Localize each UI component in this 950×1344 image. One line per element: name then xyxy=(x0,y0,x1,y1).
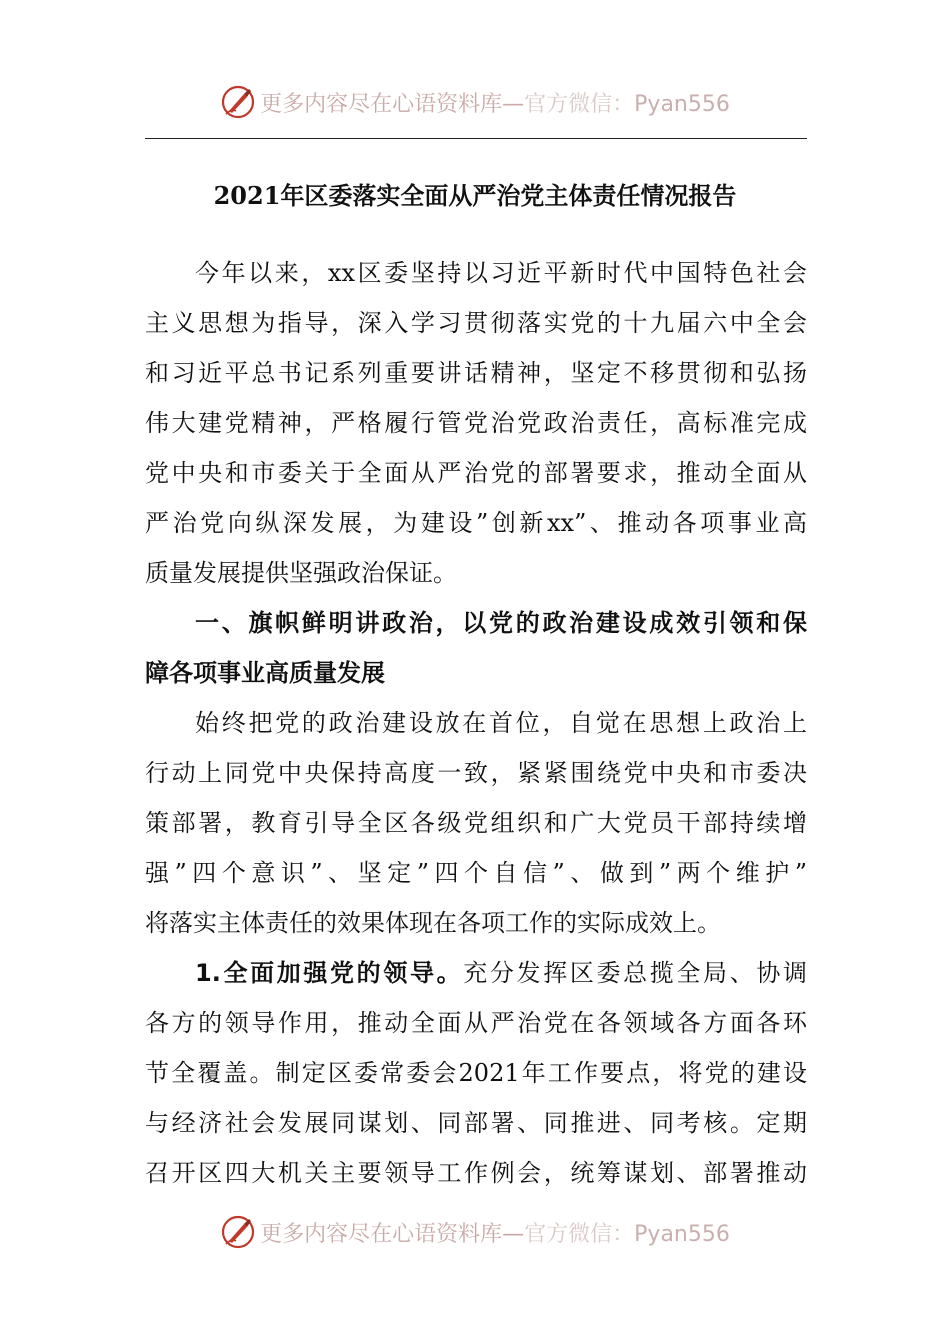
banner-main-text: 更多内容尽在心语资料库 xyxy=(260,1221,503,1247)
paragraph-3-line: 与经济社会发展同谋划、同部署、同推进、同考核。定期 xyxy=(145,1109,807,1137)
banner-dash: — xyxy=(502,91,525,117)
paragraph-2-line: 策部署，教育引导全区各级党组织和广大党员干部持续增 xyxy=(145,809,807,837)
paragraph-2-line: 强”四个意识”、坚定”四个自信”、做到”两个维护” xyxy=(145,859,807,887)
paragraph-1-line: 党中央和市委关于全面从严治党的部署要求，推动全面从 xyxy=(145,459,807,487)
quill-pen-logo-icon xyxy=(220,84,256,120)
banner-wechat-id: Pyan556 xyxy=(634,91,730,117)
paragraph-1-line: 主义思想为指导，深入学习贯彻落实党的十九届六中全会 xyxy=(145,309,807,337)
banner-wechat-id: Pyan556 xyxy=(634,1221,730,1247)
paragraph-2-line: 行动上同党中央保持高度一致，紧紧围绕党中央和市委决 xyxy=(145,759,807,787)
document-title: 2021年区委落实全面从严治党主体责任情况报告 xyxy=(213,181,737,210)
quill-pen-logo-icon xyxy=(220,1214,256,1250)
paragraph-3-lead: 1.全面加强党的领导。 xyxy=(195,959,464,987)
footer-watermark-banner xyxy=(0,1212,950,1252)
banner-dash: — xyxy=(502,1221,525,1247)
header-divider xyxy=(145,138,807,139)
document-body xyxy=(145,248,807,1198)
paragraph-3-line: 节全覆盖。制定区委常委会2021年工作要点，将党的建设 xyxy=(145,1059,807,1087)
paragraph-1-line: 严治党向纵深发展，为建设”创新xx”、推动各项事业高 xyxy=(145,509,807,537)
paragraph-3-line: 召开区四大机关主要领导工作例会，统筹谋划、部署推动 xyxy=(145,1159,807,1187)
paragraph-1-line: 质量发展提供坚强政治保证。 xyxy=(145,559,457,587)
paragraph-3-line: 各方的领导作用，推动全面从严治党在各领域各方面各环 xyxy=(145,1009,807,1037)
paragraph-3-first-line-text: 充分发挥区委总揽全局、协调 xyxy=(463,959,807,987)
paragraph-1-line: 和习近平总书记系列重要讲话精神，坚定不移贯彻和弘扬 xyxy=(145,359,807,387)
paragraph-3-line xyxy=(145,948,807,998)
paragraph-2-line: 始终把党的政治建设放在首位，自觉在思想上政治上 xyxy=(195,709,807,737)
banner-wechat-label: 官方微信： xyxy=(524,1221,635,1247)
banner-main-text: 更多内容尽在心语资料库 xyxy=(260,91,503,117)
header-watermark-banner xyxy=(0,82,950,122)
section-heading-line: 障各项事业高质量发展 xyxy=(145,659,385,687)
paragraph-2-line: 将落实主体责任的效果体现在各项工作的实际成效上。 xyxy=(145,909,721,937)
paragraph-1-line: 伟大建党精神，严格履行管党治党政治责任，高标准完成 xyxy=(145,409,807,437)
section-heading-line: 一、旗帜鲜明讲政治，以党的政治建设成效引领和保 xyxy=(195,609,807,637)
paragraph-1-line: 今年以来，xx区委坚持以习近平新时代中国特色社会 xyxy=(195,259,807,287)
banner-wechat-label: 官方微信： xyxy=(524,91,635,117)
